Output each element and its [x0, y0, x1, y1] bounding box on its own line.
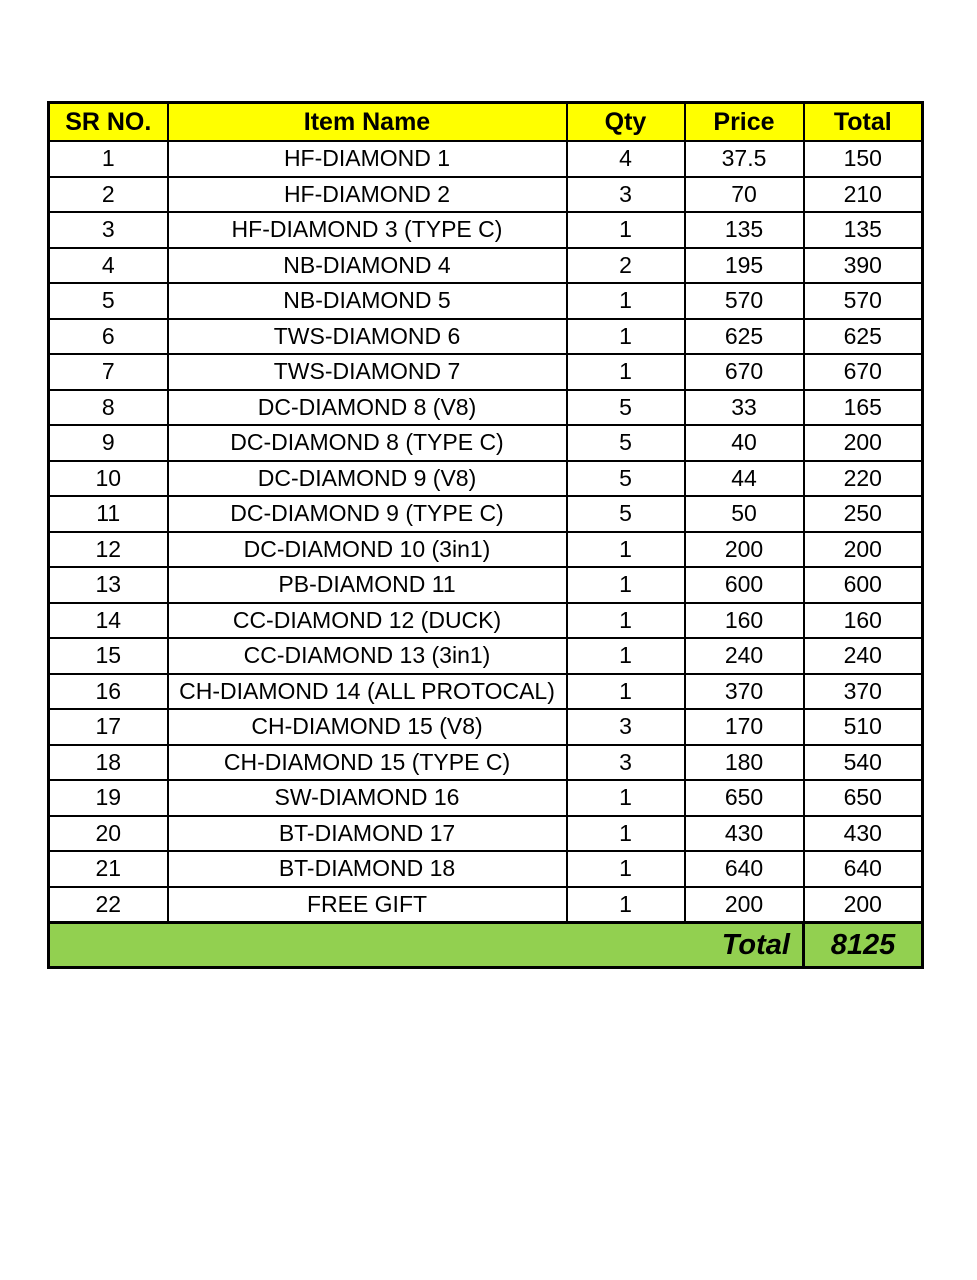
cell-item-name: BT-DIAMOND 18	[168, 851, 567, 887]
cell-item-name: DC-DIAMOND 8 (V8)	[168, 390, 567, 426]
cell-qty: 1	[567, 674, 685, 710]
cell-qty: 1	[567, 283, 685, 319]
cell-qty: 1	[567, 603, 685, 639]
cell-sr-no: 7	[49, 354, 168, 390]
cell-total: 370	[804, 674, 923, 710]
cell-item-name: CC-DIAMOND 12 (DUCK)	[168, 603, 567, 639]
cell-total: 600	[804, 567, 923, 603]
cell-sr-no: 3	[49, 212, 168, 248]
cell-total: 625	[804, 319, 923, 355]
header-row	[49, 103, 923, 142]
cell-item-name: DC-DIAMOND 10 (3in1)	[168, 532, 567, 568]
cell-price: 640	[685, 851, 804, 887]
cell-sr-no: 12	[49, 532, 168, 568]
cell-price: 40	[685, 425, 804, 461]
cell-sr-no: 2	[49, 177, 168, 213]
cell-price: 170	[685, 709, 804, 745]
table-row	[49, 851, 923, 887]
cell-qty: 3	[567, 177, 685, 213]
cell-price: 370	[685, 674, 804, 710]
cell-total: 540	[804, 745, 923, 781]
cell-item-name: SW-DIAMOND 16	[168, 780, 567, 816]
cell-item-name: PB-DIAMOND 11	[168, 567, 567, 603]
cell-qty: 2	[567, 248, 685, 284]
cell-price: 650	[685, 780, 804, 816]
table-row	[49, 745, 923, 781]
table-row	[49, 532, 923, 568]
cell-qty: 1	[567, 887, 685, 923]
cell-total: 200	[804, 887, 923, 923]
cell-qty: 1	[567, 354, 685, 390]
cell-price: 70	[685, 177, 804, 213]
cell-total: 430	[804, 816, 923, 852]
header-item-name: Item Name	[168, 103, 567, 142]
cell-item-name: NB-DIAMOND 5	[168, 283, 567, 319]
cell-item-name: HF-DIAMOND 1	[168, 141, 567, 177]
cell-sr-no: 5	[49, 283, 168, 319]
cell-total: 135	[804, 212, 923, 248]
table-header	[49, 103, 923, 142]
cell-price: 50	[685, 496, 804, 532]
cell-sr-no: 8	[49, 390, 168, 426]
table-row	[49, 461, 923, 497]
cell-price: 430	[685, 816, 804, 852]
header-sr-no: SR NO.	[49, 103, 168, 142]
grand-total-row	[49, 923, 923, 968]
cell-item-name: BT-DIAMOND 17	[168, 816, 567, 852]
table-row	[49, 567, 923, 603]
cell-item-name: NB-DIAMOND 4	[168, 248, 567, 284]
cell-sr-no: 13	[49, 567, 168, 603]
grand-total-label: Total	[49, 923, 804, 968]
cell-total: 165	[804, 390, 923, 426]
cell-price: 570	[685, 283, 804, 319]
cell-qty: 1	[567, 780, 685, 816]
cell-total: 640	[804, 851, 923, 887]
cell-item-name: HF-DIAMOND 3 (TYPE C)	[168, 212, 567, 248]
cell-item-name: CH-DIAMOND 15 (V8)	[168, 709, 567, 745]
cell-qty: 3	[567, 709, 685, 745]
cell-sr-no: 6	[49, 319, 168, 355]
cell-price: 37.5	[685, 141, 804, 177]
cell-price: 160	[685, 603, 804, 639]
cell-qty: 1	[567, 816, 685, 852]
header-price: Price	[685, 103, 804, 142]
cell-total: 220	[804, 461, 923, 497]
cell-qty: 5	[567, 496, 685, 532]
table-row	[49, 709, 923, 745]
header-total: Total	[804, 103, 923, 142]
cell-qty: 5	[567, 461, 685, 497]
table-row	[49, 248, 923, 284]
cell-price: 180	[685, 745, 804, 781]
cell-price: 195	[685, 248, 804, 284]
cell-total: 150	[804, 141, 923, 177]
item-table	[47, 101, 924, 969]
table-row	[49, 638, 923, 674]
cell-total: 670	[804, 354, 923, 390]
cell-sr-no: 1	[49, 141, 168, 177]
cell-sr-no: 16	[49, 674, 168, 710]
cell-sr-no: 19	[49, 780, 168, 816]
cell-item-name: FREE GIFT	[168, 887, 567, 923]
cell-total: 160	[804, 603, 923, 639]
cell-price: 135	[685, 212, 804, 248]
cell-total: 210	[804, 177, 923, 213]
cell-qty: 1	[567, 567, 685, 603]
cell-price: 240	[685, 638, 804, 674]
cell-sr-no: 21	[49, 851, 168, 887]
table-body	[49, 141, 923, 923]
table-row	[49, 141, 923, 177]
table-row	[49, 780, 923, 816]
cell-price: 625	[685, 319, 804, 355]
table-row	[49, 212, 923, 248]
cell-total: 650	[804, 780, 923, 816]
cell-sr-no: 10	[49, 461, 168, 497]
cell-qty: 1	[567, 319, 685, 355]
cell-total: 510	[804, 709, 923, 745]
cell-item-name: DC-DIAMOND 9 (TYPE C)	[168, 496, 567, 532]
cell-price: 670	[685, 354, 804, 390]
table-row	[49, 354, 923, 390]
cell-total: 200	[804, 425, 923, 461]
cell-qty: 4	[567, 141, 685, 177]
cell-qty: 1	[567, 532, 685, 568]
cell-item-name: CC-DIAMOND 13 (3in1)	[168, 638, 567, 674]
cell-price: 44	[685, 461, 804, 497]
cell-sr-no: 4	[49, 248, 168, 284]
table-row	[49, 283, 923, 319]
table-row	[49, 177, 923, 213]
cell-price: 200	[685, 887, 804, 923]
cell-item-name: TWS-DIAMOND 7	[168, 354, 567, 390]
cell-item-name: HF-DIAMOND 2	[168, 177, 567, 213]
cell-qty: 1	[567, 638, 685, 674]
table-row	[49, 603, 923, 639]
cell-sr-no: 11	[49, 496, 168, 532]
table-row	[49, 390, 923, 426]
cell-sr-no: 14	[49, 603, 168, 639]
cell-total: 250	[804, 496, 923, 532]
header-qty: Qty	[567, 103, 685, 142]
cell-qty: 1	[567, 212, 685, 248]
cell-total: 240	[804, 638, 923, 674]
cell-sr-no: 20	[49, 816, 168, 852]
grand-total-value: 8125	[804, 923, 923, 968]
cell-total: 390	[804, 248, 923, 284]
cell-qty: 5	[567, 390, 685, 426]
table-row	[49, 887, 923, 923]
cell-item-name: CH-DIAMOND 15 (TYPE C)	[168, 745, 567, 781]
table-row	[49, 496, 923, 532]
cell-sr-no: 22	[49, 887, 168, 923]
cell-qty: 5	[567, 425, 685, 461]
table-footer	[49, 923, 923, 968]
cell-total: 200	[804, 532, 923, 568]
cell-item-name: DC-DIAMOND 8 (TYPE C)	[168, 425, 567, 461]
table-row	[49, 319, 923, 355]
cell-price: 600	[685, 567, 804, 603]
cell-item-name: DC-DIAMOND 9 (V8)	[168, 461, 567, 497]
cell-item-name: TWS-DIAMOND 6	[168, 319, 567, 355]
table-row	[49, 816, 923, 852]
table-row	[49, 425, 923, 461]
cell-price: 33	[685, 390, 804, 426]
cell-total: 570	[804, 283, 923, 319]
cell-sr-no: 17	[49, 709, 168, 745]
cell-qty: 1	[567, 851, 685, 887]
cell-price: 200	[685, 532, 804, 568]
cell-qty: 3	[567, 745, 685, 781]
cell-sr-no: 18	[49, 745, 168, 781]
table-row	[49, 674, 923, 710]
cell-sr-no: 15	[49, 638, 168, 674]
cell-sr-no: 9	[49, 425, 168, 461]
cell-item-name: CH-DIAMOND 14 (ALL PROTOCAL)	[168, 674, 567, 710]
